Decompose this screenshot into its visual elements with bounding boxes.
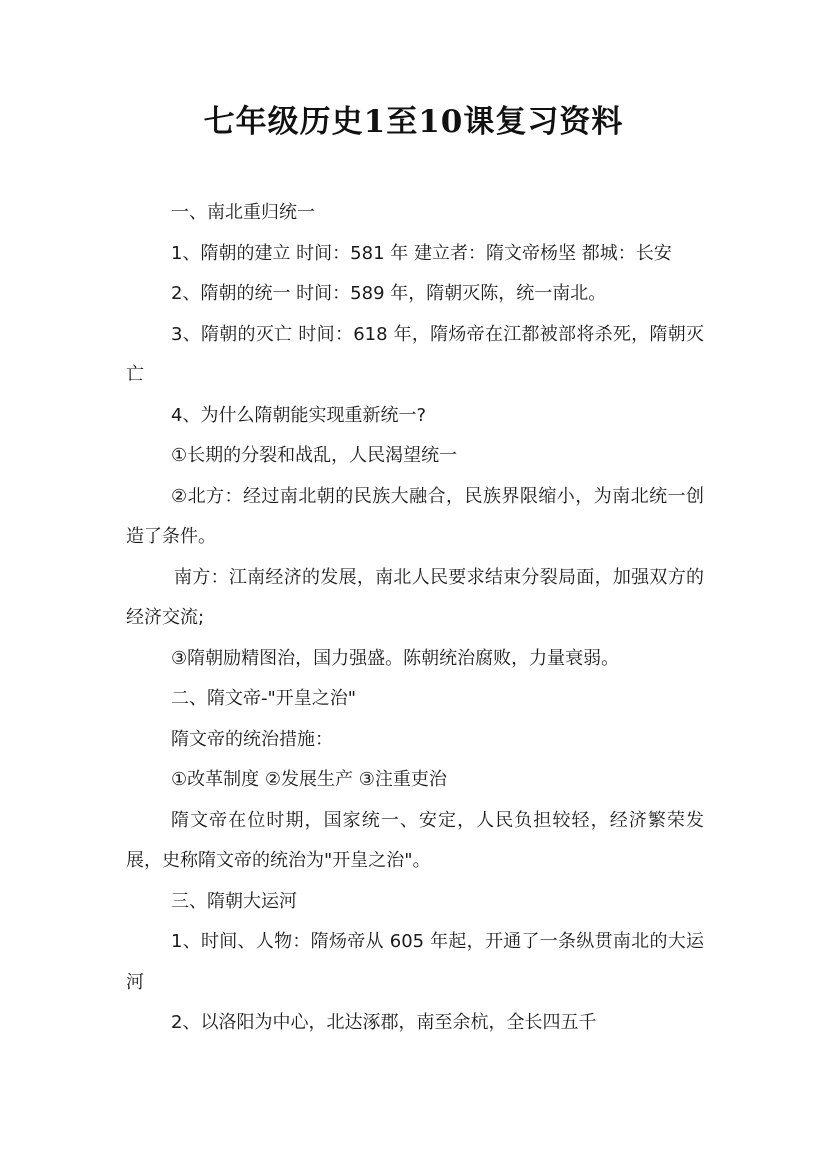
- paragraph-sui-fall: 3、隋朝的灭亡 时间：618 年，隋炀帝在江都被部将杀死，隋朝灭亡: [126, 323, 704, 385]
- paragraph-measures-list: ①改革制度 ②发展生产 ③注重吏治: [171, 769, 447, 790]
- section-heading-3: 三、隋朝大运河: [171, 890, 297, 912]
- paragraph-reason-2-north: ②北方：经过南北朝的民族大融合，民族界限缩小，为南北统一创造了条件。: [126, 485, 704, 547]
- section-heading-1: 一、南北重归统一: [171, 202, 315, 223]
- paragraph-sui-founding: 1、隋朝的建立 时间：581 年 建立者：隋文帝杨坚 都城：长安: [171, 242, 672, 264]
- paragraph-measures-label: 隋文帝的统治措施：: [171, 728, 333, 750]
- document-body: [126, 193, 704, 1044]
- paragraph-canal-time: 1、时间、人物：隋炀帝从 605 年起，开通了一条纵贯南北的大运河: [126, 931, 704, 993]
- paragraph-kaihuang: 隋文帝在位时期，国家统一、安定，人民负担较轻，经济繁荣发展，史称隋文帝的统治为"开皇之治"。: [126, 809, 704, 871]
- paragraph-question: 4、为什么隋朝能实现重新统一?: [171, 404, 427, 426]
- paragraph-canal-route: 2、以洛阳为中心，北达涿郡，南至余杭，全长四五千: [171, 1012, 597, 1033]
- paragraph-reason-3: ③隋朝励精图治，国力强盛。陈朝统治腐败，力量衰弱。: [171, 647, 620, 669]
- paragraph-reason-2-south: 南方：江南经济的发展，南北人民要求结束分裂局面，加强双方的经济交流;: [126, 566, 704, 628]
- document-title: 七年级历史1至10课复习资料: [203, 104, 624, 140]
- paragraph-reason-1: ①长期的分裂和战乱，人民渴望统一: [171, 445, 458, 466]
- paragraph-sui-unification: 2、隋朝的统一 时间：589 年，隋朝灭陈，统一南北。: [171, 283, 607, 304]
- section-heading-2: 二、隋文帝-"开皇之治": [171, 688, 357, 709]
